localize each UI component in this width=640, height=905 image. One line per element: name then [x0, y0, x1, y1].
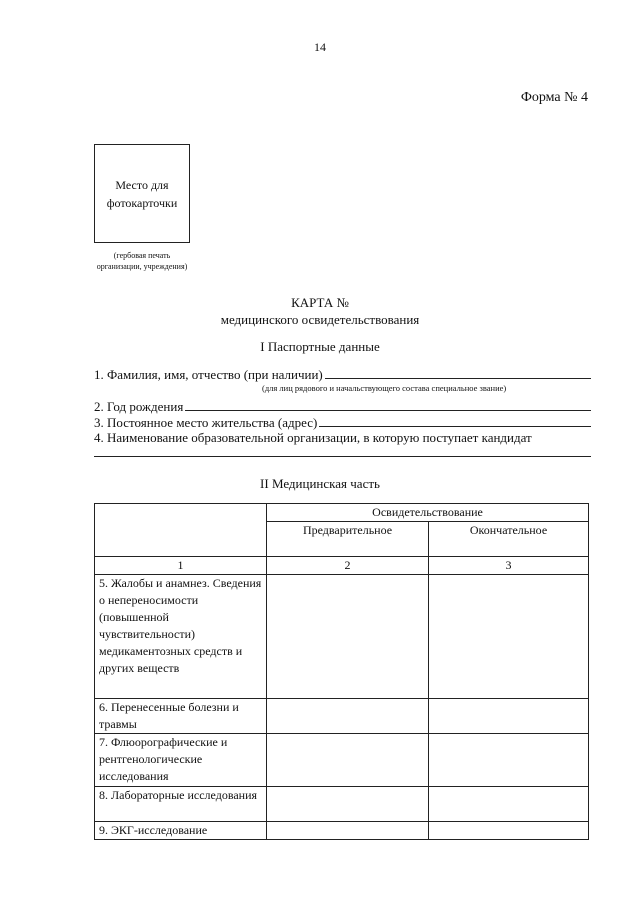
title-line1: КАРТА № — [291, 295, 349, 310]
row-cell-preliminary — [267, 699, 429, 734]
field-fio-line — [325, 366, 591, 379]
medical-table — [94, 503, 589, 840]
photo-label-line2: фотокарточки — [106, 195, 178, 210]
row-cell-final — [429, 787, 589, 822]
table-row — [95, 787, 589, 822]
table-col-number-2: 2 — [267, 557, 429, 575]
page-number: 14 — [314, 40, 326, 54]
section-passport-heading: I Паспортные данные — [260, 339, 380, 354]
stamp-note-line1: (гербовая печать — [113, 251, 171, 260]
field-organization-label: 4. Наименование образовательной организации, в которую поступает кандидат — [94, 430, 532, 445]
form-number: Форма № 4 — [520, 90, 588, 105]
table-header-final: Окончательное — [429, 522, 589, 557]
field-birth-year — [94, 398, 591, 415]
row-cell-preliminary — [267, 575, 429, 699]
photo-label-line1: Место для — [115, 177, 169, 192]
row-cell-final — [429, 575, 589, 699]
row-cell-preliminary — [267, 822, 429, 840]
field-fio-label: 1. Фамилия, имя, отчество (при наличии) — [94, 367, 323, 382]
table-header-blank — [95, 504, 267, 557]
row-label: 9. ЭКГ-исследование — [95, 822, 267, 840]
table-row — [95, 822, 589, 840]
table-col-number-3: 3 — [429, 557, 589, 575]
field-birth-year-label: 2. Год рождения — [94, 399, 184, 414]
stamp-note — [72, 250, 212, 272]
row-cell-final — [429, 822, 589, 840]
table-col-number-1: 1 — [95, 557, 267, 575]
stamp-note-line2: организации, учреждения) — [96, 262, 188, 271]
row-label: 5. Жалобы и анамнез. Сведения о непереносимости (повышенной чувствительности) медикаментозных средств и других веществ — [95, 575, 267, 699]
row-cell-preliminary — [267, 787, 429, 822]
field-address — [94, 414, 591, 431]
row-label: 6. Перенесенные болезни и травмы — [95, 699, 267, 734]
title-line2: медицинского освидетельствования — [220, 312, 420, 327]
table-header-preliminary: Предварительное — [267, 522, 429, 557]
row-label: 8. Лабораторные исследования — [95, 787, 267, 822]
table-row — [95, 699, 589, 734]
field-fio — [94, 366, 591, 383]
field-address-label: 3. Постоянное место жительства (адрес) — [94, 415, 318, 430]
row-cell-final — [429, 699, 589, 734]
row-cell-preliminary — [267, 734, 429, 787]
row-cell-final — [429, 734, 589, 787]
row-label: 7. Флюорографические и рентгенологические исследования — [95, 734, 267, 787]
table-row — [95, 575, 589, 699]
field-organization — [94, 430, 591, 446]
field-fio-hint: (для лиц рядового и начальствующего состава специальное звание) — [262, 383, 507, 393]
table-header-group: Освидетельствование — [267, 504, 589, 522]
field-birth-year-line — [185, 398, 591, 411]
document-title — [0, 294, 640, 328]
field-address-line — [319, 414, 591, 427]
table-row — [95, 734, 589, 787]
photo-placeholder — [94, 144, 190, 243]
section-medical-heading: II Медицинская часть — [260, 476, 380, 491]
field-organization-line — [94, 456, 591, 457]
